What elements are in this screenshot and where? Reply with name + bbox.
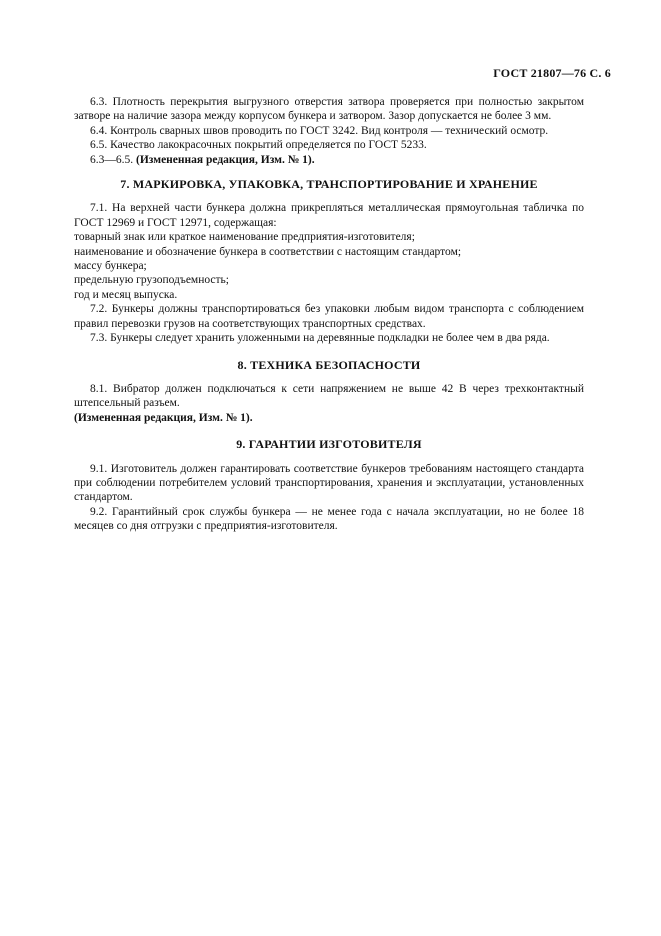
list-item: товарный знак или краткое наименование предприятия-изготовителя;	[74, 231, 415, 244]
amendment-note: (Измененная редакция, Изм. № 1).	[136, 153, 315, 166]
list-item: год и месяц выпуска.	[74, 288, 178, 301]
list-item: предельную грузоподъемность;	[74, 274, 229, 287]
list-item: наименование и обозначение бункера в соответствии с настоящим стандартом;	[74, 245, 462, 258]
paragraph-7-1: 7.1. На верхней части бункера должна прикрепляться металлическая прямоугольная табличка по ГОСТ 12969 и ГОСТ 12971, содержащая:	[74, 202, 584, 229]
page-header: ГОСТ 21807—76 С. 6	[493, 66, 611, 80]
paragraph-6-3-6-5	[74, 153, 584, 167]
paragraph-6-5: 6.5. Качество лакокрасочных покрытий определяется по ГОСТ 5233.	[90, 139, 427, 152]
document-body	[74, 95, 584, 534]
amendment-note: (Измененная редакция, Изм. № 1).	[74, 411, 253, 424]
paragraph-6-4: 6.4. Контроль сварных швов проводить по ГОСТ 3242. Вид контроля — технический осмотр.	[90, 124, 549, 137]
paragraph-7-3: 7.3. Бункеры следует хранить уложенными на деревянные подкладки не более чем в два ряда.	[90, 332, 550, 345]
paragraph-8-1: 8.1. Вибратор должен подключаться к сети напряжением не выше 42 В через трехконтактный штепсельный разъем.	[74, 382, 584, 410]
section-9-heading: 9. ГАРАНТИИ ИЗГОТОВИТЕЛЯ	[236, 437, 422, 452]
section-7-heading: 7. МАРКИРОВКА, УПАКОВКА, ТРАНСПОРТИРОВАНИЕ И ХРАНЕНИЕ	[120, 177, 538, 192]
paragraph-6-3: 6.3. Плотность перекрытия выгрузного отверстия затвора проверяется при полностью закрытом затворе на наличие зазора между корпусом бункера и затвором. Зазор допускается не более 3 мм.	[74, 96, 584, 123]
paragraph-9-1: 9.1. Изготовитель должен гарантировать соответствие бункеров требованиям настоящего стандарта при соблюдении потребителем условий транспортирования, хранения и эксплуатации, установленных стандартом.	[74, 462, 584, 504]
list-item: массу бункера;	[74, 260, 147, 273]
paragraph-7-2: 7.2. Бункеры должны транспортироваться без упаковки любым видом транспорта с соблюдением правил перевозки грузов на соответствующих транспортных средствах.	[74, 303, 584, 330]
section-8-heading: 8. ТЕХНИКА БЕЗОПАСНОСТИ	[237, 357, 421, 372]
paragraph-number: 6.3—6.5.	[90, 153, 136, 166]
paragraph-9-2: 9.2. Гарантийный срок службы бункера — не менее года с начала эксплуатации, но не более 18 месяцев со дня отгрузки с предприятия-изготовителя.	[74, 505, 584, 533]
